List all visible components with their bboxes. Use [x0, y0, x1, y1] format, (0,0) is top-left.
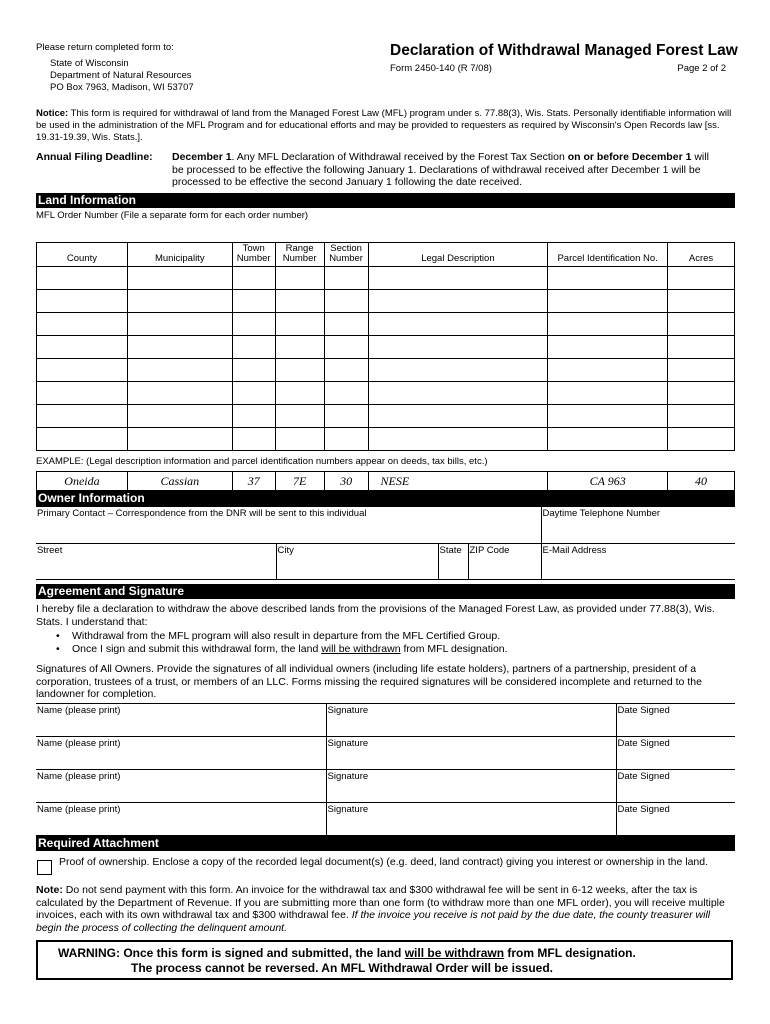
col-parcel-id: Parcel Identification No. [548, 243, 668, 267]
agreement-bullet-1: • Withdrawal from the MFL program will also result in departure from the MFL Certified Group. [72, 630, 770, 643]
col-town: Town Number [232, 243, 275, 267]
agreement-bullet-2: • Once I sign and submit this withdrawal form, the land will be withdrawn from MFL designation. [72, 643, 770, 656]
city-field[interactable]: City [276, 544, 438, 580]
address-line-2: Department of Natural Resources [50, 70, 192, 81]
example-parcel: CA 963 [548, 472, 668, 491]
agreement-intro: I hereby file a declaration to withdraw the above described lands from the provisions of the Managed Forest Law, as provided under 77.88(3), Wis. Stats. I understand that: [36, 603, 715, 628]
col-range: Range Number [275, 243, 324, 267]
zip-field[interactable]: ZIP Code [468, 544, 541, 580]
example-section: 30 [324, 472, 368, 491]
owner-signature-field[interactable]: Signature [326, 770, 616, 803]
page-number: Page 2 of 2 [677, 63, 726, 74]
warning-box [36, 940, 733, 980]
land-table [36, 242, 735, 451]
owner-name-field[interactable]: Name (please print) [36, 803, 326, 836]
table-row[interactable] [37, 336, 735, 359]
example-municipality: Cassian [127, 472, 232, 491]
owner-table [36, 506, 735, 580]
example-legal: NESE [368, 472, 548, 491]
email-field[interactable]: E-Mail Address [541, 544, 735, 580]
land-info-header: Land Information [36, 193, 735, 208]
date-signed-field[interactable]: Date Signed [616, 770, 735, 803]
owner-name-field[interactable]: Name (please print) [36, 704, 326, 737]
attachment-header: Required Attachment [36, 836, 735, 851]
address-line-3: PO Box 7963, Madison, WI 53707 [50, 82, 194, 93]
street-field[interactable]: Street [36, 544, 276, 580]
example-town: 37 [232, 472, 275, 491]
date-signed-field[interactable]: Date Signed [616, 737, 735, 770]
date-signed-field[interactable]: Date Signed [616, 704, 735, 737]
owner-signature-field[interactable]: Signature [326, 803, 616, 836]
return-label: Please return completed form to: [36, 42, 174, 53]
deadline-date: December 1 [172, 151, 232, 163]
table-row[interactable] [37, 267, 735, 290]
notice [36, 108, 736, 144]
example-county: Oneida [37, 472, 128, 491]
owner-signature-field[interactable]: Signature [326, 737, 616, 770]
owner-info-header: Owner Information [36, 491, 735, 506]
date-signed-field[interactable]: Date Signed [616, 803, 735, 836]
owner-name-field[interactable]: Name (please print) [36, 770, 326, 803]
agreement-header: Agreement and Signature [36, 584, 735, 599]
notice-text: This form is required for withdrawal of land from the Managed Forest Law (MFL) program under s. 77.88(3), Wis. Stats. Personally identifiable information will be used in the administration of the MFL Program and for educational efforts and may be provided to requesters as required by Wisconsin's Open Records law [ss. 19.31-19.39, Wis. Stats.]. [36, 108, 732, 143]
owner-name-field[interactable]: Name (please print) [36, 737, 326, 770]
daytime-phone-field[interactable]: Daytime Telephone Number [541, 507, 735, 544]
signatures-instructions: Signatures of All Owners. Provide the signatures of all individual owners (including life estate holders), partners of a partnership, president of a corporation, trustees of a trust, or members of an LLC. Forms missing the required signatures will be considered incomplete and returned to the landowner for completion. [36, 663, 702, 700]
mfl-order-label: MFL Order Number (File a separate form for each order number) [36, 210, 309, 221]
col-municipality: Municipality [127, 243, 232, 267]
proof-text: Proof of ownership. Enclose a copy of the recorded legal document(s) (e.g. deed, land contract) giving you interest or ownership in the land. [59, 856, 709, 868]
col-county: County [37, 243, 128, 267]
proof-checkbox[interactable] [37, 860, 52, 875]
example-acres: 40 [668, 472, 735, 491]
table-row[interactable] [37, 313, 735, 336]
payment-note: Note: Do not send payment with this form. An invoice for the withdrawal tax and $300 withdrawal fee will be sent in 6-12 weeks, after the tax is calculated by the Department of Revenue. If you are submitting more than one form (to withdraw more than one MFL order), you will receive multiple invoices, each with its own withdrawal tax and $300 withdrawal fee. If the invoice you receive is not paid by the due date, the county treasurer will begin the process of collecting the delinquent amount. [36, 884, 725, 934]
address-line-1: State of Wisconsin [50, 58, 129, 69]
table-row[interactable] [37, 290, 735, 313]
example-row [36, 471, 735, 491]
state-field[interactable]: State [438, 544, 468, 580]
example-range: 7E [275, 472, 324, 491]
table-row[interactable] [37, 359, 735, 382]
col-legal-description: Legal Description [368, 243, 548, 267]
page-title: Declaration of Withdrawal Managed Forest Law [390, 42, 738, 59]
agreement-list [36, 630, 770, 655]
warning-line-2: The process cannot be reversed. An MFL Withdrawal Order will be issued. [131, 961, 553, 975]
deadline-text: December 1. Any MFL Declaration of Withdrawal received by the Forest Tax Section on or before December 1 will be processed to be effective the following January 1. Declarations of withdrawal received after December 1 will be processed to be effective the second January 1 following the date received. [172, 151, 709, 188]
primary-contact-field[interactable]: Primary Contact – Correspondence from the DNR will be sent to this individual [36, 507, 541, 544]
table-row[interactable] [37, 428, 735, 451]
table-row[interactable] [37, 382, 735, 405]
signature-table [36, 703, 735, 836]
deadline-label: Annual Filing Deadline: [36, 151, 153, 163]
warning-line-1: WARNING: Once this form is signed and submitted, the land will be withdrawn from MFL designation. [58, 946, 636, 960]
col-section: Section Number [324, 243, 368, 267]
form-number: Form 2450-140 (R 7/08) [390, 63, 492, 74]
owner-signature-field[interactable]: Signature [326, 704, 616, 737]
col-acres: Acres [668, 243, 735, 267]
notice-label: Notice: [36, 108, 69, 119]
table-row[interactable] [37, 405, 735, 428]
example-label: EXAMPLE: (Legal description information and parcel identification numbers appear on deeds, tax bills, etc.) [36, 456, 488, 467]
